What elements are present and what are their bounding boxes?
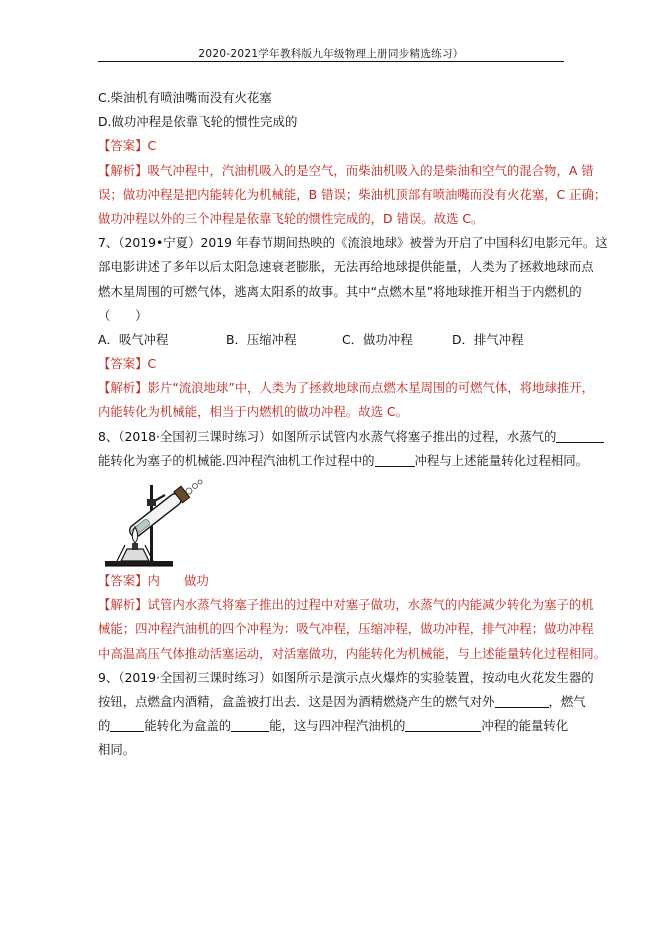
q9-blank-1 xyxy=(495,693,549,708)
q9-stem-line1: 9、（2019·全国初三课时练习）如图所示是演示点火爆炸的实验装置，按动电火花发生器的 xyxy=(98,669,594,685)
q7-stem-line3: 燃木星周围的可燃气体，逃离太阳系的故事。其中“点燃木星”将地球推开相当于内燃机的 xyxy=(98,283,582,299)
q9-blank-2 xyxy=(110,717,144,732)
analysis-q6-line1: 【解析】吸气冲程中，汽油机吸入的是空气，而柴油机吸入的是柴油和空气的混合物，A 错 xyxy=(98,162,594,178)
header-divider xyxy=(98,61,564,62)
q8-blank-1 xyxy=(556,428,604,443)
q9-stem-text3c: 能，这与四冲程汽油机的 xyxy=(269,718,406,734)
answer-q6: 【答案】C xyxy=(98,138,157,154)
q9-blank-3 xyxy=(231,717,269,732)
option-c: C.柴油机有喷油嘴而没有火花塞 xyxy=(98,90,272,105)
analysis-q6-line2: 误；做功冲程是把内能转化为机械能，B 错误；柴油机顶部有喷油嘴而没有火花塞，C 正确； xyxy=(98,186,607,202)
q7-option-b: B．压缩冲程 xyxy=(226,331,297,347)
analysis-q8-line3: 中高温高压气体推动活塞运动，对活塞做功，内能转化为机械能，与上述能量转化过程相同。 xyxy=(98,645,607,661)
analysis-q8-line1: 【解析】试管内水蒸气将塞子推出的过程中对塞子做功，水蒸气的内能减少转化为塞子的机 xyxy=(98,597,594,613)
q7-options xyxy=(98,328,564,352)
analysis-q8-line2: 械能；四冲程汽油机的四个冲程为：吸气冲程，压缩冲程，做功冲程，排气冲程；做功冲程 xyxy=(98,621,594,637)
q9-stem-text3d: 冲程的能量转化 xyxy=(481,718,569,734)
q9-blank-4 xyxy=(405,717,481,732)
q8-stem-text1: 8、（2018·全国初三课时练习）如图所示试管内水蒸气将塞子推出的过程，水蒸气的 xyxy=(98,428,557,444)
test-tube-figure xyxy=(98,473,564,569)
q9-stem-text3a: 的 xyxy=(98,718,111,734)
q9-stem-line3 xyxy=(98,714,569,738)
q9-stem-text3b: 能转化为盒盖的 xyxy=(144,718,232,734)
q9-stem-line4: 相同。 xyxy=(98,742,136,758)
page-header: 2020-2021学年教科版九年级物理上册同步精选练习） xyxy=(198,48,464,60)
answer-q8 xyxy=(98,569,564,593)
q8-stem-text3: 冲程与上述能量转化过程相同。 xyxy=(414,452,589,468)
option-d: D.做功冲程是依靠飞轮的惯性完成的 xyxy=(98,114,298,130)
q9-stem-text2b: ，燃气 xyxy=(548,693,586,709)
answer-q8-label: 【答案】内 xyxy=(98,573,160,588)
q7-option-c: C．做功冲程 xyxy=(342,331,413,347)
q8-blank-2 xyxy=(375,452,415,467)
analysis-q6-line3: 做功冲程以外的三个冲程是依靠飞轮的惯性完成的，D 错误。故选 C。 xyxy=(98,210,484,226)
q7-stem-line4: （ ） xyxy=(98,307,148,323)
q9-stem-text2a: 按钮，点燃盒内酒精，盒盖被打出去．这是因为酒精燃烧产生的燃气对外 xyxy=(98,693,495,709)
q7-stem-line2: 部电影讲述了多年以后太阳急速衰老膨胀，无法再给地球提供能量，人类为了拯救地球而点 xyxy=(98,259,594,275)
q7-option-d: D．排气冲程 xyxy=(452,331,524,347)
q9-stem-line2 xyxy=(98,690,586,714)
analysis-q7-line2: 内能转化为机械能，相当于内燃机的做功冲程。故选 C。 xyxy=(98,404,408,420)
analysis-q7-line1: 【解析】影片“流浪地球”中，人类为了拯救地球而点燃木星周围的可燃气体，将地球推开， xyxy=(98,380,595,396)
q8-stem-line1 xyxy=(98,425,564,449)
page-content xyxy=(98,86,608,763)
q7-option-a: A．吸气冲程 xyxy=(98,331,169,347)
answer-q8-blank2: 做功 xyxy=(183,573,209,588)
test-tube-apparatus-icon xyxy=(103,477,213,569)
answer-q7: 【答案】C xyxy=(98,356,157,372)
q8-stem-line2 xyxy=(98,449,589,473)
q8-stem-text2: 能转化为塞子的机械能.四冲程汽油机工作过程中的 xyxy=(98,452,375,468)
q7-stem-line1: 7、（2019•宁夏）2019 年春节期间热映的《流浪地球》被誉为开启了中国科幻电影元年。这 xyxy=(98,235,608,251)
